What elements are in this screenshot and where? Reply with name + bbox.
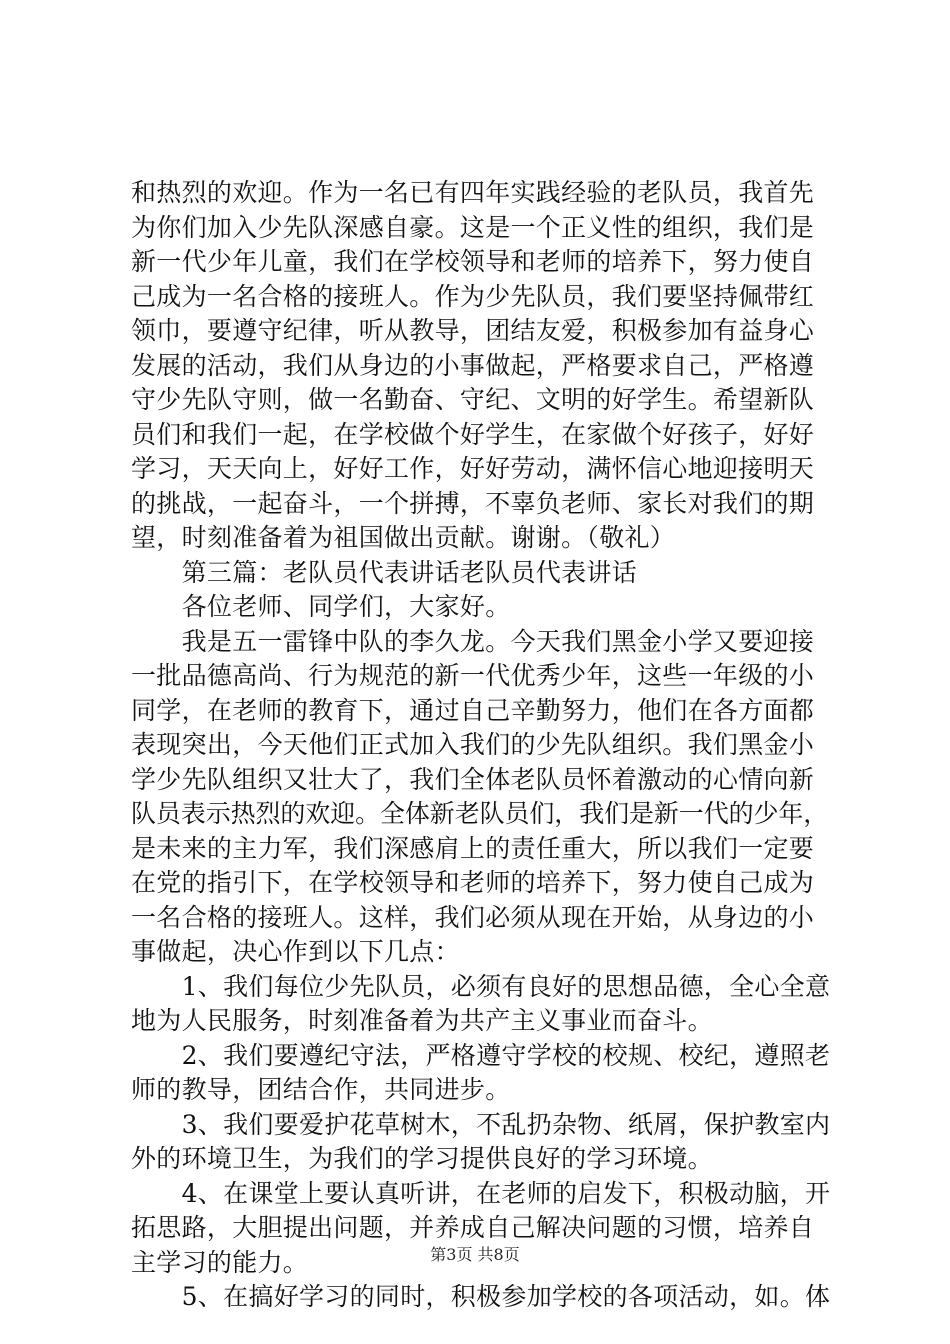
text-line: 事做起，决心作到以下几点： [131,937,460,966]
text-line: 新一代少年儿童，我们在学校领导和老师的培养下，努力使自 [131,247,815,276]
text-line: 队员表示热烈的欢迎。全体新老队员们，我们是新一代的少年， [131,799,829,828]
text-line: 第三篇：老队员代表讲话老队员代表讲话 [131,557,638,587]
text-line: 3、我们要爱护花草树木，不乱扔杂物、纸屑，保护教室内 [131,1109,831,1139]
text-line: 地为人民服务，时刻准备着为共产主义事业而奋斗。 [131,1006,713,1035]
text-line: 的挑战，一起奋斗，一个拼搏，不辜负老师、家长对我们的期 [131,488,815,518]
text-line: 4、在课堂上要认真听讲，在老师的启发下，积极动脑，开 [131,1178,831,1208]
text-line: 2、我们要遵纪守法，严格遵守学校的校规、校纪，遵照老 [131,1040,831,1070]
text-line: 领巾，要遵守纪律，听从教导，团结友爱，积极参加有益身心 [131,316,815,345]
text-line: 望，时刻准备着为祖国做出贡献。谢谢。（敬礼） [131,523,676,552]
text-line: 表现突出，今天他们正式加入我们的少先队组织。我们黑金小 [131,730,815,759]
text-line: 我是五一雷锋中队的李久龙。今天我们黑金小学又要迎接 [131,626,815,656]
text-line: 一批品德高尚、行为规范的新一代优秀少年，这些一年级的小 [131,661,815,690]
text-line: 主学习的能力。 [131,1247,309,1277]
text-line: 在党的指引下，在学校领导和老师的培养下，努力使自己成为 [131,868,815,897]
text-line: 5、在搞好学习的同时，积极参加学校的各项活动，如。体 [131,1282,831,1311]
text-line: 员们和我们一起，在学校做个好学生，在家做个好孩子，好好 [131,419,815,449]
text-line: 为你们加入少先队深感自豪。这是一个正义性的组织，我们是 [131,212,815,242]
text-line: 己成为一名合格的接班人。作为少先队员，我们要坚持佩带红 [131,281,815,311]
text-line: 同学，在老师的教育下，通过自己辛勤努力，他们在各方面都 [131,695,815,725]
text-line: 学少先队组织又壮大了，我们全体老队员怀着激动的心情向新 [131,764,815,794]
text-line: 各位老师、同学们，大家好。 [131,592,511,621]
text-line: 和热烈的欢迎。作为一名已有四年实践经验的老队员，我首先 [131,178,815,207]
text-line: 外的环境卫生，为我们的学习提供良好的学习环境。 [131,1144,713,1173]
document-body [131,176,831,1315]
text-line: 学习，天天向上，好好工作，好好劳动，满怀信心地迎接明天 [131,454,815,483]
text-line: 守少先队守则，做一名勤奋、守纪、文明的好学生。希望新队 [131,385,815,414]
page-footer: 第3页 共8页 [430,1245,520,1264]
text-line: 1、我们每位少先队员，必须有良好的思想品德，全心全意 [131,971,831,1001]
text-line: 发展的活动，我们从身边的小事做起，严格要求自己，严格遵 [131,350,815,380]
text-line: 一名合格的接班人。这样，我们必须从现在开始，从身边的小 [131,902,815,932]
text-line: 师的教导，团结合作，共同进步。 [131,1075,511,1104]
text-line: 拓思路，大胆提出问题，并养成自己解决问题的习惯，培养自 [131,1213,815,1242]
text-line: 是未来的主力军，我们深感肩上的责任重大，所以我们一定要 [131,833,815,863]
